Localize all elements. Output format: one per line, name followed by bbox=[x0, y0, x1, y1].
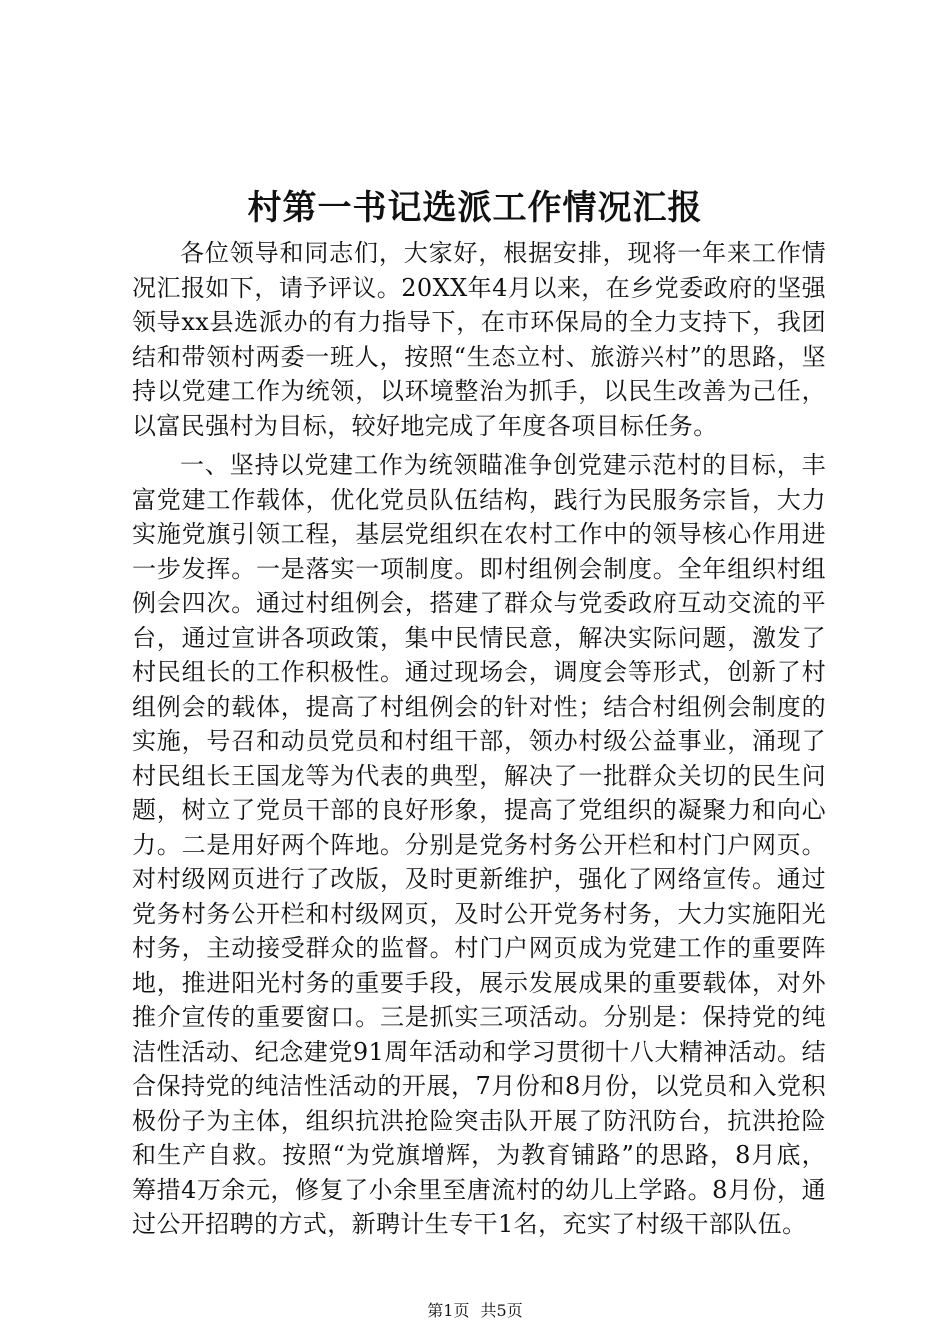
paragraph-intro: 各位领导和同志们，大家好，根据安排，现将一年来工作情况汇报如下，请予评议。20XX年4月以来，在乡党委政府的坚强领导xx县选派办的有力指导下，在市环保局的全力支持下，我团结和带领村两委一班人，按照“生态立村、旅游兴村”的思路，坚持以党建工作为统领，以环境整治为抓手，以民生改善为己任，以富民强村为目标，较好地完成了年度各项目标任务。 bbox=[132, 239, 826, 440]
paragraph-party-building: 一、坚持以党建工作为统领瞄准争创党建示范村的目标，丰富党建工作载体，优化党员队伍结构，践行为民服务宗旨，大力实施党旗引领工程，基层党组织在农村工作中的领导核心作用进一步发挥。一是落实一项制度。即村组例会制度。全年组织村组例会四次。通过村组例会，搭建了群众与党委政府互动交流的平台，通过宣讲各项政策，集中民情民意，解决实际问题，激发了村民组长的工作积极性。通过现场会，调度会等形式，创新了村组例会的载体，提高了村组例会的针对性；结合村组例会制度的实施，号召和动员党员和村组干部，领办村级公益事业，涌现了村民组长王国龙等为代表的典型，解决了一批群众关切的民生问题，树立了党员干部的良好形象，提高了党组织的凝聚力和向心力。二是用好两个阵地。分别是党务村务公开栏和村门户网页。对村级网页进行了改版，及时更新维护，强化了网络宣传。通过党务村务公开栏和村级网页，及时公开党务村务，大力实施阳光村务，主动接受群众的监督。村门户网页成为党建工作的重要阵地，推进阳光村务的重要手段，展示发展成果的重要载体，对外推介宣传的重要窗口。三是抓实三项活动。分别是：保持党的纯洁性活动、纪念建党91周年活动和学习贯彻十八大精神活动。结合保持党的纯洁性活动的开展，7月份和8月份，以党员和入党积极份子为主体，组织抗洪抢险突击队开展了防汛防台，抗洪抢险和生产自救。按照“为党旗增辉，为教育铺路”的思路，8月底，筹措4万余元，修复了小余里至唐流村的幼儿上学路。8月份，通过公开招聘的方式，新聘计生专干1名，充实了村级干部队伍。 bbox=[132, 451, 826, 1238]
document-body bbox=[132, 236, 826, 1247]
page-total: 共5页 bbox=[480, 1301, 523, 1320]
page-number: 第1页 bbox=[427, 1301, 470, 1320]
page-footer bbox=[0, 1300, 950, 1322]
page-title: 村第一书记选派工作情况汇报 bbox=[247, 188, 703, 228]
